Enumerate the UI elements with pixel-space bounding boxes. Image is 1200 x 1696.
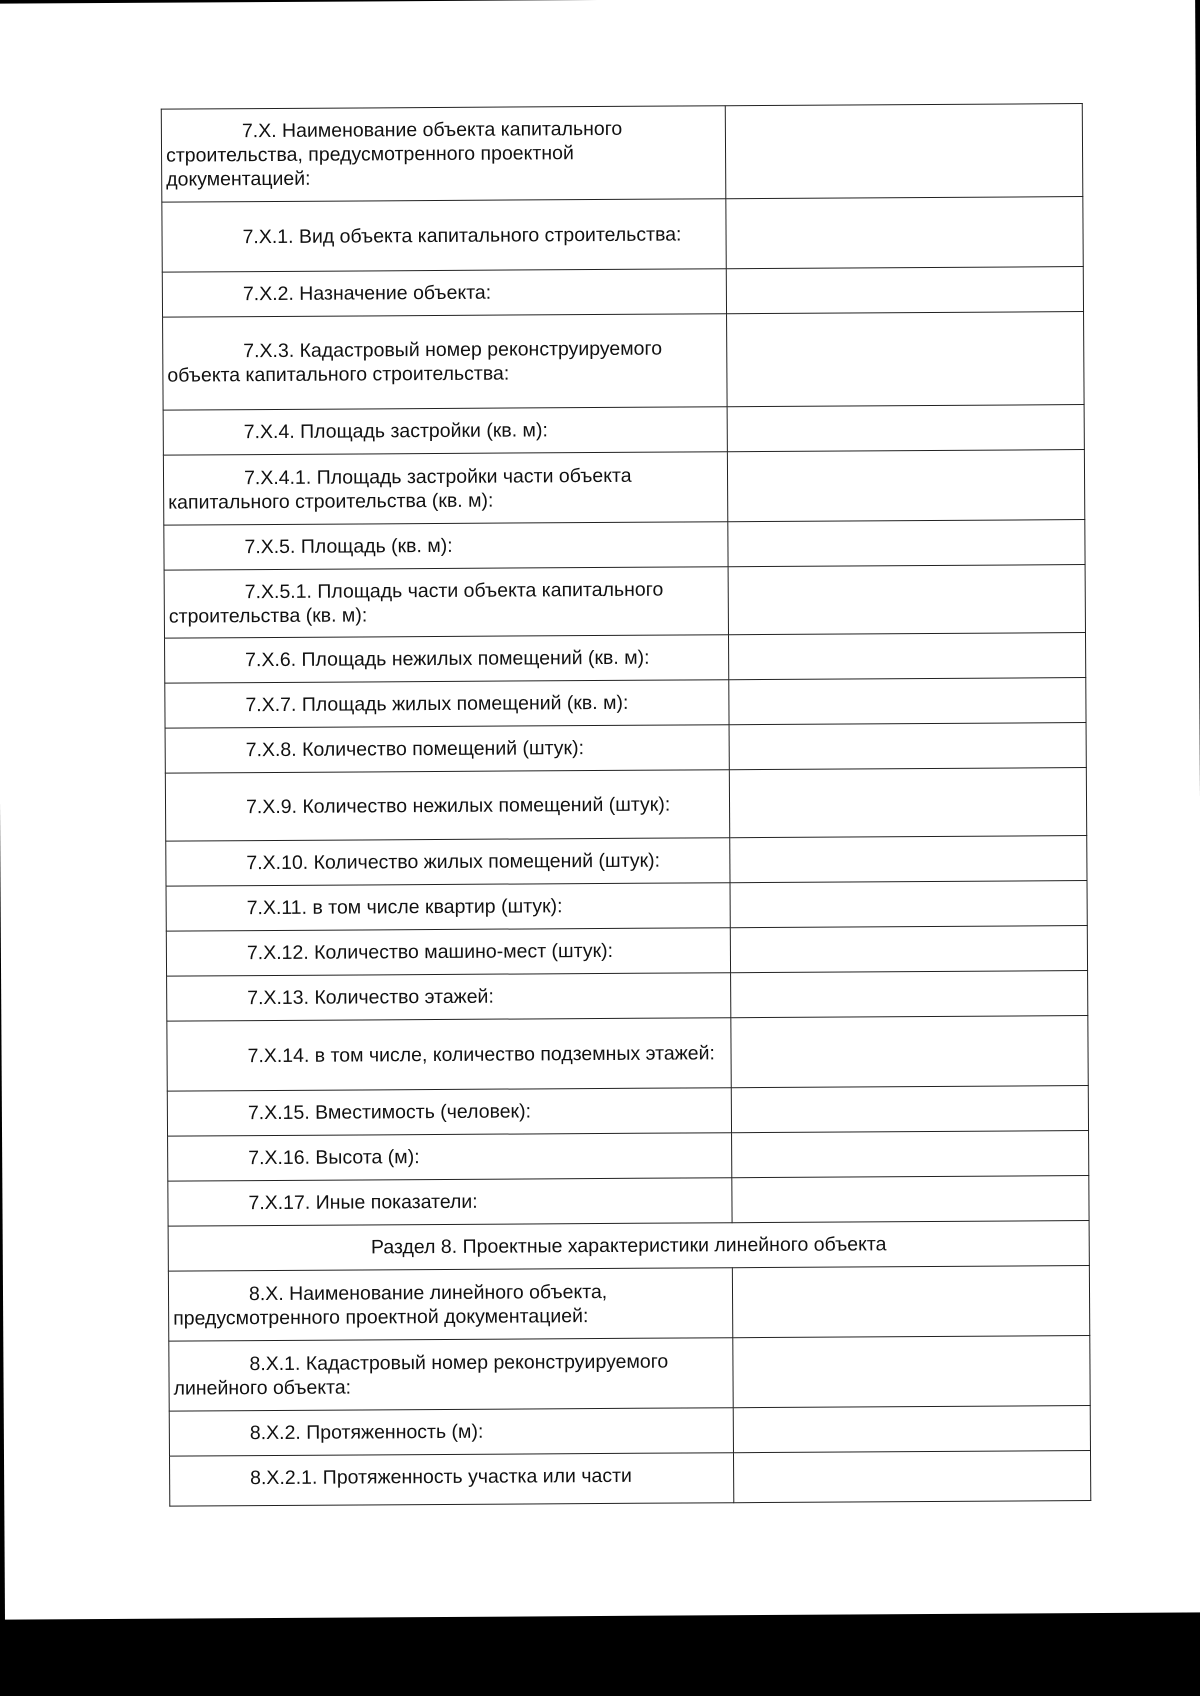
row-value-field[interactable]: [727, 450, 1084, 522]
row-value-field[interactable]: [728, 520, 1085, 567]
row-label: 8.X.2. Протяженность (м):: [169, 1408, 733, 1456]
table-row: [170, 1451, 1091, 1507]
table-row: [169, 1406, 1090, 1457]
row-label: 7.X.1. Вид объекта капитального строительства:: [162, 199, 726, 272]
row-label: 7.X.4. Площадь застройки (кв. м):: [163, 407, 727, 455]
table-row: [167, 971, 1088, 1022]
table-row: [169, 1336, 1090, 1412]
table-row: [168, 1131, 1089, 1182]
row-value-field[interactable]: [729, 723, 1086, 770]
row-label: 7.X.4.1. Площадь застройки части объекта капитального строительства (кв. м):: [163, 452, 727, 525]
row-value-field[interactable]: [729, 768, 1086, 838]
row-label: 7.X.15. Вместимость (человек):: [167, 1088, 731, 1136]
table-row: [166, 881, 1087, 932]
table-row: [165, 633, 1086, 684]
row-label: 7.X.7. Площадь жилых помещений (кв. м):: [165, 680, 729, 728]
table-row: [165, 723, 1086, 774]
row-value-field[interactable]: [731, 971, 1088, 1018]
row-value-field[interactable]: [729, 678, 1086, 725]
row-label: 7.X.8. Количество помещений (штук):: [165, 725, 729, 773]
row-value-field[interactable]: [731, 1016, 1088, 1088]
table-row: [163, 405, 1084, 456]
row-value-field[interactable]: [728, 565, 1085, 635]
row-value-field[interactable]: [730, 881, 1087, 928]
row-label: 7.X.2. Назначение объекта:: [162, 269, 726, 317]
row-label: 8.X.1. Кадастровый номер реконструируемого линейного объекта:: [169, 1338, 733, 1411]
row-value-field[interactable]: [730, 926, 1087, 973]
row-label: 7.X.5. Площадь (кв. м):: [164, 522, 728, 570]
row-label: 7.X.14. в том числе, количество подземных этажей:: [167, 1018, 731, 1091]
section-heading-row: [168, 1221, 1089, 1272]
row-value-field[interactable]: [733, 1336, 1090, 1408]
row-value-field[interactable]: [726, 197, 1083, 269]
table-row: [165, 768, 1086, 842]
row-value-field[interactable]: [725, 104, 1083, 199]
table-row: [166, 926, 1087, 977]
table-row: [166, 836, 1087, 887]
row-value-field[interactable]: [732, 1266, 1089, 1338]
row-value-field[interactable]: [726, 267, 1083, 314]
row-value-field[interactable]: [733, 1451, 1090, 1503]
row-label: 7.X.5.1. Площадь части объекта капитального строительства (кв. м):: [164, 567, 728, 638]
table-row: [168, 1176, 1089, 1227]
table-row: [163, 312, 1085, 411]
section-8-heading: Раздел 8. Проектные характеристики линейного объекта: [168, 1221, 1089, 1272]
row-value-field[interactable]: [732, 1176, 1089, 1223]
row-label: 7.X.3. Кадастровый номер реконструируемого объекта капитального строительства:: [163, 314, 728, 410]
table-row: [167, 1016, 1088, 1092]
table-row: [167, 1086, 1088, 1137]
table-row: [168, 1266, 1089, 1342]
row-label: 7.X.12. Количество машино-мест (штук):: [166, 928, 730, 976]
row-value-field[interactable]: [733, 1406, 1090, 1453]
row-value-field[interactable]: [727, 405, 1084, 452]
table-row: [163, 450, 1084, 526]
form-table: [161, 103, 1092, 1507]
table-row: [164, 520, 1085, 571]
row-label: 7.X. Наименование объекта капитального строительства, предусмотренного проектной документацией:: [161, 106, 726, 202]
row-label: 7.X.13. Количество этажей:: [167, 973, 731, 1021]
table-row: [165, 678, 1086, 729]
row-label: 7.X.11. в том числе квартир (штук):: [166, 883, 730, 931]
row-value-field[interactable]: [731, 1086, 1088, 1133]
row-value-field[interactable]: [727, 312, 1085, 407]
row-label: 7.X.9. Количество нежилых помещений (штук):: [165, 770, 729, 841]
row-label: 7.X.16. Высота (м):: [168, 1133, 732, 1181]
row-value-field[interactable]: [732, 1131, 1089, 1178]
row-value-field[interactable]: [730, 836, 1087, 883]
table-row: [164, 565, 1085, 639]
row-label: 7.X.17. Иные показатели:: [168, 1178, 732, 1226]
table-row: [161, 104, 1083, 203]
row-value-field[interactable]: [728, 633, 1085, 680]
row-label: 7.X.6. Площадь нежилых помещений (кв. м):: [165, 635, 729, 683]
table-row: [162, 197, 1083, 273]
row-label: 8.X. Наименование линейного объекта, предусмотренного проектной документацией:: [168, 1268, 732, 1341]
row-label: 8.X.2.1. Протяженность участка или части: [170, 1453, 734, 1506]
row-label: 7.X.10. Количество жилых помещений (штук):: [166, 838, 730, 886]
table-row: [162, 267, 1083, 318]
